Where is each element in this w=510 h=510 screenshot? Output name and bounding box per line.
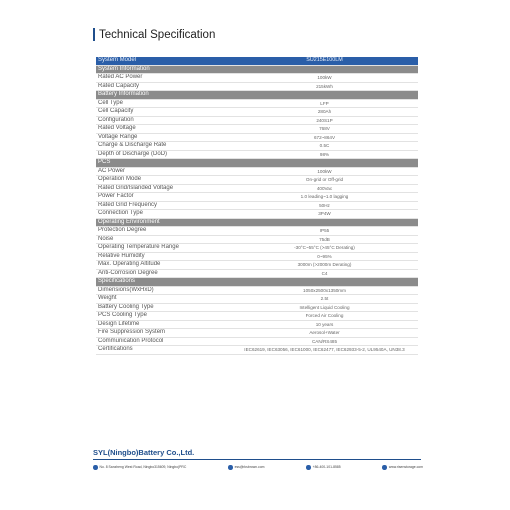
spec-label: Communication Protocol bbox=[96, 337, 231, 346]
address-text: No. 8 Sanzheng West Road, Ningbo315609, Ningbo(PRC bbox=[99, 465, 187, 470]
table-header-row bbox=[96, 57, 418, 65]
spec-value: 1050x2500x1350mm bbox=[231, 286, 418, 295]
spec-label: Noise bbox=[96, 235, 231, 244]
spec-value: -30°C~55°C (>45°C Derating) bbox=[231, 244, 418, 253]
section-title: Operating Environment bbox=[96, 218, 418, 227]
spec-value: 0~95% bbox=[231, 252, 418, 261]
spec-value: 3P4W bbox=[231, 210, 418, 219]
header-label: System Model bbox=[96, 57, 231, 65]
spec-value: 10 years bbox=[231, 320, 418, 329]
phone-icon bbox=[306, 465, 311, 470]
table-row bbox=[96, 201, 418, 210]
table-row bbox=[96, 320, 418, 329]
section-row bbox=[96, 218, 418, 227]
section-row bbox=[96, 278, 418, 287]
company-name: SYL(Ningbo)Battery Co.,Ltd. bbox=[93, 448, 195, 457]
table-row bbox=[96, 108, 418, 117]
spec-label: Cell Capacity bbox=[96, 108, 231, 117]
email-icon bbox=[228, 465, 233, 470]
spec-value: 98% bbox=[231, 150, 418, 159]
website-item[interactable] bbox=[382, 465, 423, 470]
spec-value: 100kW bbox=[231, 74, 418, 83]
spec-value: CAN/RS485 bbox=[231, 337, 418, 346]
table-row bbox=[96, 150, 418, 159]
section-row bbox=[96, 91, 418, 100]
table-row bbox=[96, 82, 418, 91]
spec-label: Weight bbox=[96, 295, 231, 304]
section-title: Specifications bbox=[96, 278, 418, 287]
table-row bbox=[96, 99, 418, 108]
table-row bbox=[96, 261, 418, 270]
table-row bbox=[96, 269, 418, 278]
spec-label: Fire Suppression System bbox=[96, 329, 231, 338]
spec-value: IEC62619, IEC63056, IEC61000, IEC62477, IEC62933-5-2, UL9540A, UN38.3 bbox=[231, 346, 418, 355]
table-row bbox=[96, 329, 418, 338]
table-row bbox=[96, 116, 418, 125]
spec-value: 215kWh bbox=[231, 82, 418, 91]
email-item[interactable] bbox=[228, 465, 264, 470]
page-title-text: Technical Specification bbox=[99, 28, 216, 41]
spec-label: PCS Cooling Type bbox=[96, 312, 231, 321]
spec-label: Rated AC Power bbox=[96, 74, 231, 83]
spec-label: Depth of Discharge (DoD) bbox=[96, 150, 231, 159]
spec-label: Battery Cooling Type bbox=[96, 303, 231, 312]
table-row bbox=[96, 184, 418, 193]
section-title: Battery Information bbox=[96, 91, 418, 100]
spec-value: C4 bbox=[231, 269, 418, 278]
spec-value: Intelligent Liquid Cooling bbox=[231, 303, 418, 312]
spec-label: Connection Type bbox=[96, 210, 231, 219]
spec-label: Anti-Corrosion Degree bbox=[96, 269, 231, 278]
website-text: www.risenstorage.com bbox=[388, 465, 423, 470]
page-title bbox=[93, 28, 215, 41]
location-icon bbox=[93, 465, 98, 470]
spec-label: Design Lifetime bbox=[96, 320, 231, 329]
table-row bbox=[96, 193, 418, 202]
spec-value: 768V bbox=[231, 125, 418, 134]
spec-label: Charge & Discharge Rate bbox=[96, 142, 231, 151]
spec-label: Rated Grid/Islanded Voltage bbox=[96, 184, 231, 193]
table-row bbox=[96, 142, 418, 151]
spec-value: 280Ah bbox=[231, 108, 418, 117]
spec-value: Aerosol+Water bbox=[231, 329, 418, 338]
spec-label: Protection Degree bbox=[96, 227, 231, 236]
section-title: System Information bbox=[96, 65, 418, 74]
table-row bbox=[96, 337, 418, 346]
spec-label: Power Factor bbox=[96, 193, 231, 202]
spec-label: Rated Capacity bbox=[96, 82, 231, 91]
spec-label: Certifications bbox=[96, 346, 231, 355]
spec-value: 240S1P bbox=[231, 116, 418, 125]
footer-divider bbox=[93, 459, 421, 460]
table-row bbox=[96, 303, 418, 312]
spec-label: Rated Voltage bbox=[96, 125, 231, 134]
globe-icon bbox=[382, 465, 387, 470]
table-row bbox=[96, 125, 418, 134]
spec-value: 400Vac bbox=[231, 184, 418, 193]
spec-value: LFP bbox=[231, 99, 418, 108]
table-row bbox=[96, 286, 418, 295]
spec-value: 100kW bbox=[231, 167, 418, 176]
spec-label: Operating Temperature Range bbox=[96, 244, 231, 253]
table-row bbox=[96, 227, 418, 236]
phone-item[interactable] bbox=[306, 465, 341, 470]
table-row bbox=[96, 346, 418, 355]
phone-text: +86-400-101-8585 bbox=[312, 465, 341, 470]
spec-value: 672~864V bbox=[231, 133, 418, 142]
spec-value: 2.5t bbox=[231, 295, 418, 304]
address-item bbox=[93, 465, 186, 470]
table-row bbox=[96, 167, 418, 176]
spec-label: Rated Grid Frequency bbox=[96, 201, 231, 210]
spec-value: 3000m (>2000m Derating) bbox=[231, 261, 418, 270]
table-row bbox=[96, 74, 418, 83]
spec-label: Max. Operating Altitude bbox=[96, 261, 231, 270]
spec-value: 75dB bbox=[231, 235, 418, 244]
section-row bbox=[96, 65, 418, 74]
table-row bbox=[96, 210, 418, 219]
table-row bbox=[96, 133, 418, 142]
spec-table bbox=[96, 57, 418, 355]
table-row bbox=[96, 295, 418, 304]
spec-value: IP55 bbox=[231, 227, 418, 236]
spec-label: Configuration bbox=[96, 116, 231, 125]
spec-label: Dimensions(WxHxD) bbox=[96, 286, 231, 295]
spec-label: Relative Humidity bbox=[96, 252, 231, 261]
spec-value: 50Hz bbox=[231, 201, 418, 210]
spec-value: 1.0 leading~1.0 lagging bbox=[231, 193, 418, 202]
table-row bbox=[96, 176, 418, 185]
header-value: SU215E100LM bbox=[231, 57, 418, 65]
table-row bbox=[96, 244, 418, 253]
table-row bbox=[96, 235, 418, 244]
footer-contact-bar bbox=[93, 465, 423, 470]
section-row bbox=[96, 159, 418, 168]
spec-label: Cell Type bbox=[96, 99, 231, 108]
spec-value: On-grid or Off-grid bbox=[231, 176, 418, 185]
email-text: ess@rksbrown.com bbox=[234, 465, 265, 470]
spec-value: 0.5C bbox=[231, 142, 418, 151]
table-row bbox=[96, 312, 418, 321]
spec-label: AC Power bbox=[96, 167, 231, 176]
section-title: PCS bbox=[96, 159, 418, 168]
title-accent-bar bbox=[93, 28, 95, 41]
table-row bbox=[96, 252, 418, 261]
spec-value: Forced Air Cooling bbox=[231, 312, 418, 321]
spec-label: Voltage Range bbox=[96, 133, 231, 142]
spec-label: Operation Mode bbox=[96, 176, 231, 185]
